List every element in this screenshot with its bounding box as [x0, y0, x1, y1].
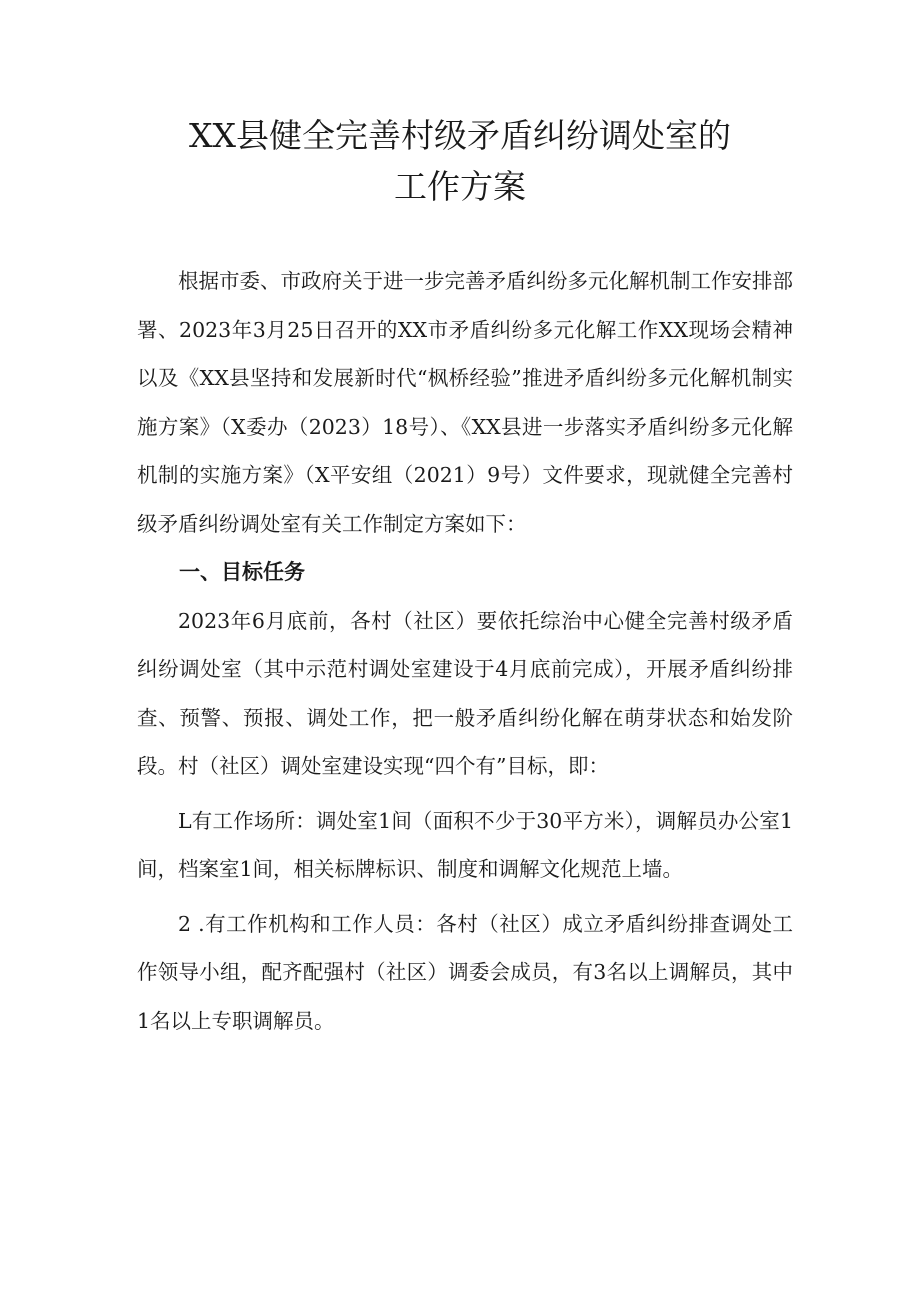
list-item-workplace: L有工作场所：调处室1间（面积不少于30平方米），调解员办公室1间，档案室1间，相关标牌标识、制度和调解文化规范上墙。	[137, 808, 793, 881]
document-title-line2: 工作方案	[394, 167, 526, 206]
goals-paragraph: 2023年6月底前，各村（社区）要依托综治中心健全完善村级矛盾纠纷调处室（其中示范村调处室建设于4月底前完成），开展矛盾纠纷排查、预警、预报、调处工作，把一般矛盾纠纷化解在萌芽状态和始发阶段。村（社区）调处室建设实现“四个有”目标，即：	[137, 608, 793, 778]
document-body	[137, 257, 793, 1045]
intro-paragraph: 根据市委、市政府关于进一步完善矛盾纠纷多元化解机制工作安排部署、2023年3月25日召开的XX市矛盾纠纷多元化解工作XX现场会精神以及《XX县坚持和发展新时代“枫桥经验”推进矛盾纠纷多元化解机制实施方案》（X委办（2023）18号）、《XX县进一步落实矛盾纠纷多元化解机制的实施方案》（X平安组（2021）9号）文件要求，现就健全完善村级矛盾纠纷调处室有关工作制定方案如下：	[137, 269, 793, 536]
list-item-staff: 2 .有工作机构和工作人员：各村（社区）成立矛盾纠纷排查调处工作领导小组，配齐配强村（社区）调委会成员，有3名以上调解员，其中1名以上专职调解员。	[137, 911, 793, 1033]
section-heading-goals: 一、目标任务	[179, 560, 305, 584]
document-title-line1: XX县健全完善村级矛盾纠纷调处室的	[189, 116, 731, 155]
